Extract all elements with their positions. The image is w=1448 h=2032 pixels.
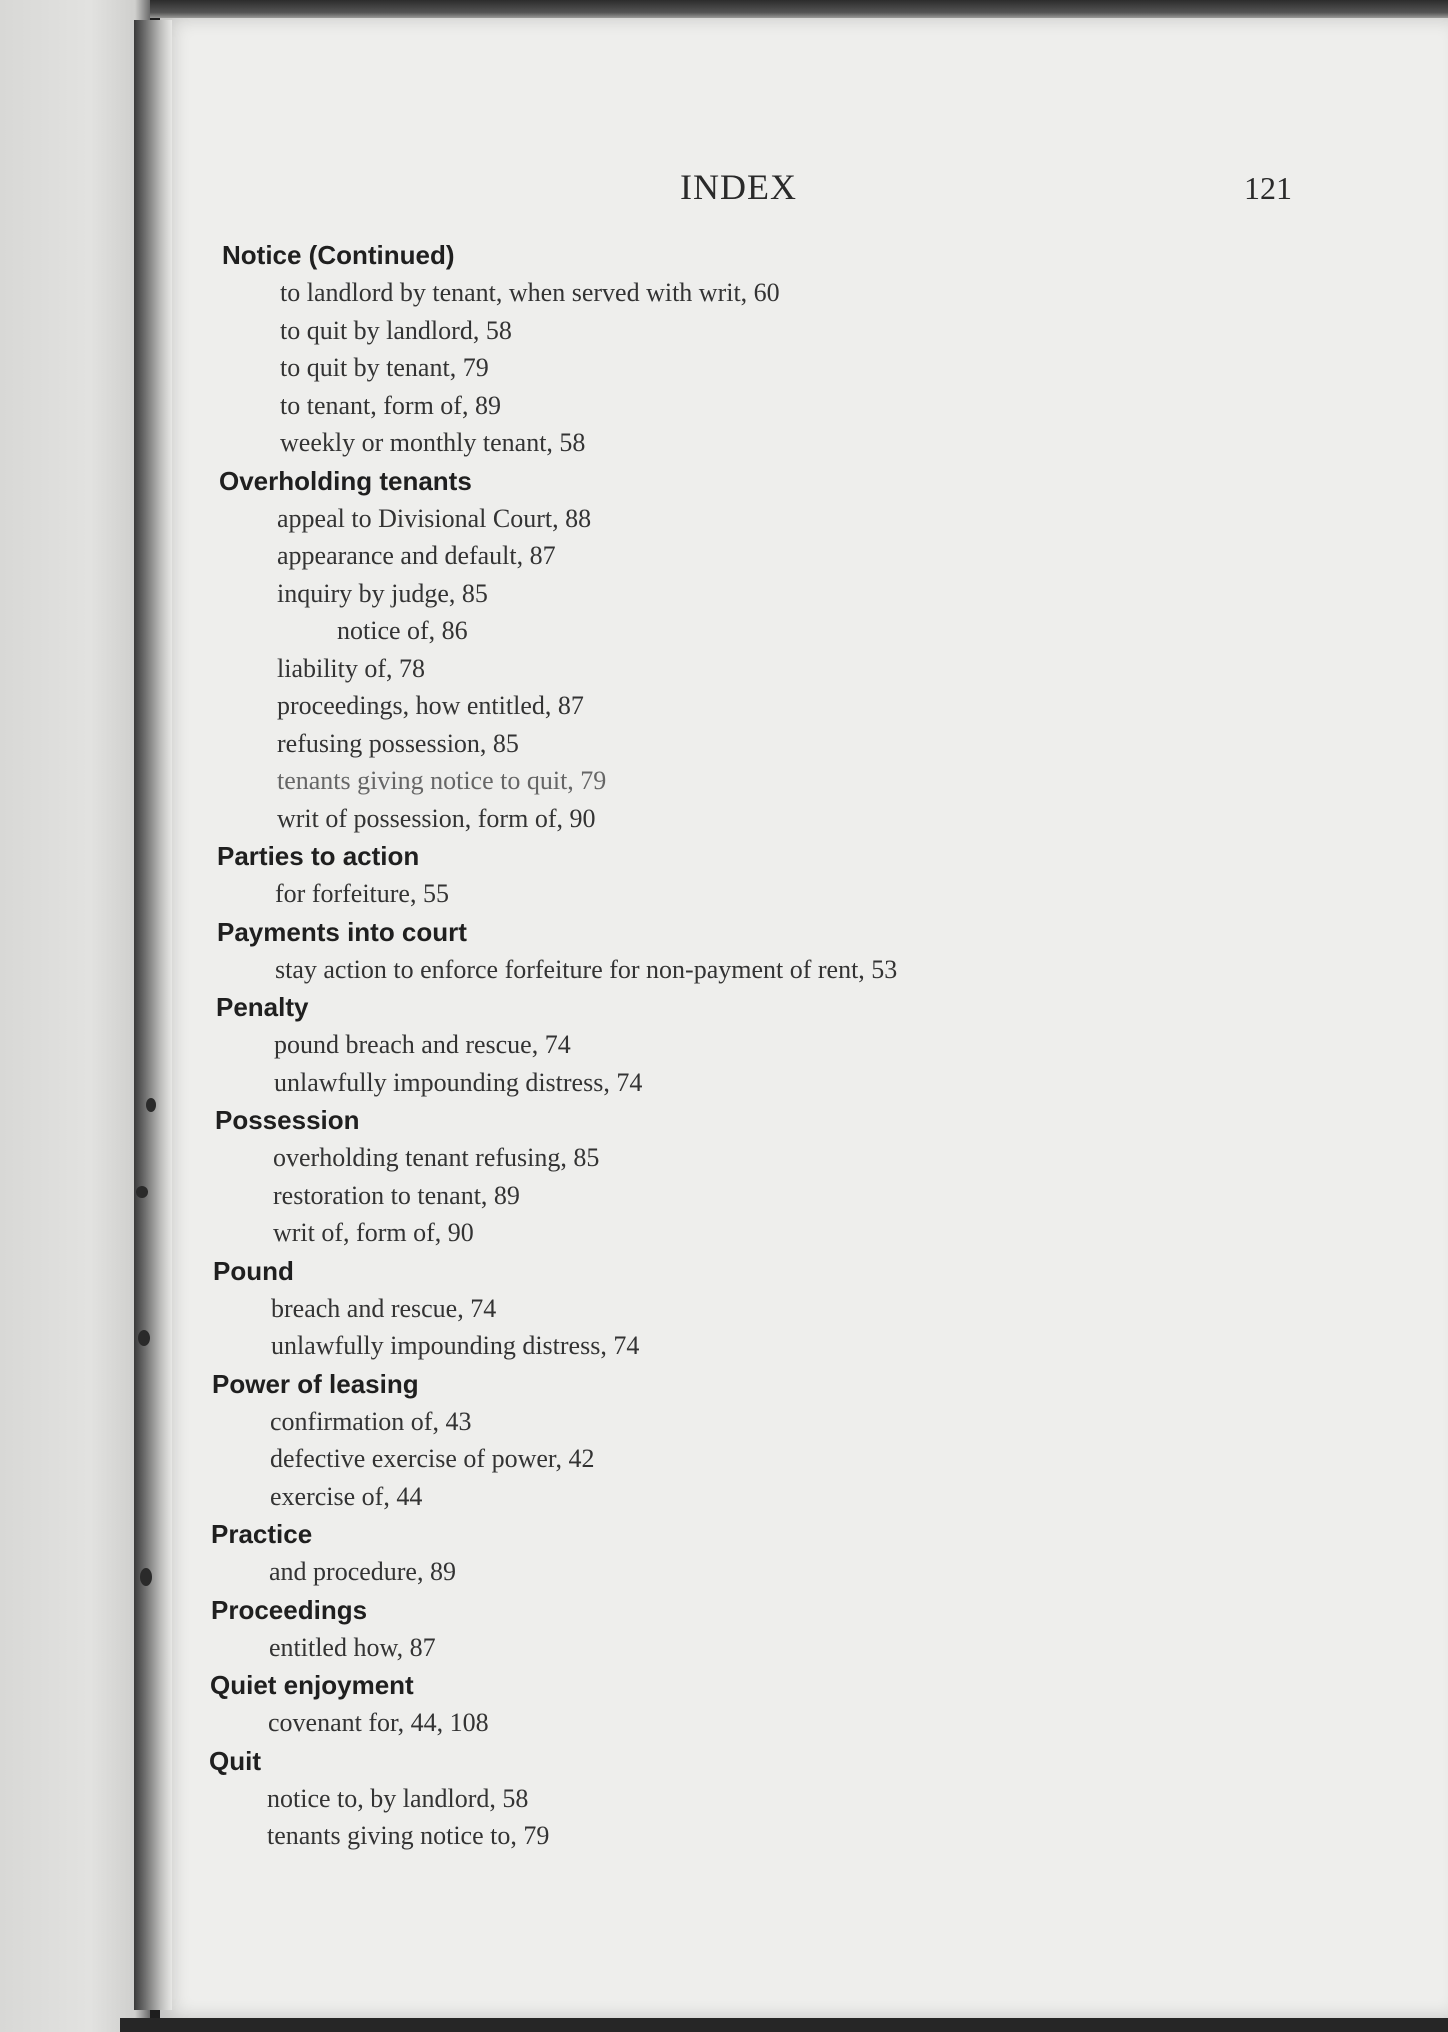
entry-heading: Power of leasing xyxy=(212,1368,419,1399)
sub-entry: weekly or monthly tenant, 58 xyxy=(280,428,586,457)
index-entries xyxy=(209,236,1222,1855)
binding-mark xyxy=(146,1098,156,1112)
sub-entry: tenants giving notice to, 79 xyxy=(267,1821,550,1850)
index-entry xyxy=(209,1742,1222,1855)
sub-entry: refusing possession, 85 xyxy=(277,728,519,758)
index-entry xyxy=(222,236,1222,462)
entry-heading: Practice xyxy=(211,1519,313,1549)
sub-entry: tenants giving notice to quit, 79 xyxy=(277,766,607,795)
index-entry xyxy=(211,1591,1222,1667)
entry-heading: Quit xyxy=(209,1745,261,1776)
sub-entry: for forfeiture, 55 xyxy=(275,879,449,908)
page-title: INDEX xyxy=(680,167,797,207)
sub-entry: defective exercise of power, 42 xyxy=(270,1444,595,1473)
binding-mark xyxy=(136,1186,148,1198)
sub-entry: writ of, form of, 90 xyxy=(273,1218,474,1247)
index-entry xyxy=(219,462,1222,838)
sub-sub-entry: notice of, 86 xyxy=(337,616,468,645)
page-number: 121 xyxy=(1244,170,1292,206)
entry-heading: Payments into court xyxy=(217,916,467,947)
sub-entry: exercise of, 44 xyxy=(270,1481,423,1511)
sub-entry: stay action to enforce forfeiture for non-payment of rent, 53 xyxy=(275,954,898,984)
sub-entry: covenant for, 44, 108 xyxy=(268,1708,489,1737)
sub-entry: inquiry by judge, 85 xyxy=(277,578,488,608)
sub-entry: proceedings, how entitled, 87 xyxy=(277,691,584,720)
sub-entry: and procedure, 89 xyxy=(269,1557,456,1586)
index-entry xyxy=(213,1252,1222,1365)
entry-heading: Parties to action xyxy=(217,841,420,871)
sub-entry: pound breach and rescue, 74 xyxy=(274,1030,571,1059)
index-entry xyxy=(215,1101,1222,1252)
entry-heading: Quiet enjoyment xyxy=(210,1670,414,1700)
binding-mark xyxy=(140,1568,152,1586)
sub-entry: notice to, by landlord, 58 xyxy=(267,1783,529,1813)
sub-entry: to quit by tenant, 79 xyxy=(280,353,489,382)
entry-heading: Overholding tenants xyxy=(219,465,472,496)
entry-heading: Proceedings xyxy=(211,1594,368,1625)
sub-entry: to landlord by tenant, when served with writ, 60 xyxy=(280,278,780,307)
sub-entry: overholding tenant refusing, 85 xyxy=(273,1143,600,1172)
sub-entry: to quit by landlord, 58 xyxy=(280,315,512,345)
bottom-edge xyxy=(120,2018,1448,2032)
entry-heading: Notice (Continued) xyxy=(222,240,455,270)
sub-entry: liability of, 78 xyxy=(277,653,426,683)
index-entry xyxy=(216,988,1222,1101)
index-entry xyxy=(217,913,1222,989)
top-edge xyxy=(150,0,1448,18)
sub-entry: unlawfully impounding distress, 74 xyxy=(274,1067,643,1097)
book-spine xyxy=(134,20,172,2010)
entry-heading: Possession xyxy=(215,1105,360,1135)
sub-entry: breach and rescue, 74 xyxy=(271,1293,497,1323)
sub-entry: entitled how, 87 xyxy=(269,1632,436,1662)
index-entry xyxy=(211,1515,1222,1591)
index-entry xyxy=(217,837,1222,913)
facing-page-margin xyxy=(0,0,150,2032)
sub-entry: writ of possession, form of, 90 xyxy=(277,803,596,833)
sub-entry: confirmation of, 43 xyxy=(270,1406,472,1436)
entry-heading: Pound xyxy=(213,1255,294,1286)
sub-entry: restoration to tenant, 89 xyxy=(273,1180,520,1210)
index-entry xyxy=(212,1365,1222,1516)
sub-entry: unlawfully impounding distress, 74 xyxy=(271,1331,640,1360)
binding-mark xyxy=(138,1330,150,1346)
sub-entry: to tenant, form of, 89 xyxy=(280,390,501,420)
entry-heading: Penalty xyxy=(216,992,309,1022)
index-entry xyxy=(210,1666,1222,1742)
sub-entry: appeal to Divisional Court, 88 xyxy=(277,503,592,533)
sub-entry: appearance and default, 87 xyxy=(277,541,556,570)
